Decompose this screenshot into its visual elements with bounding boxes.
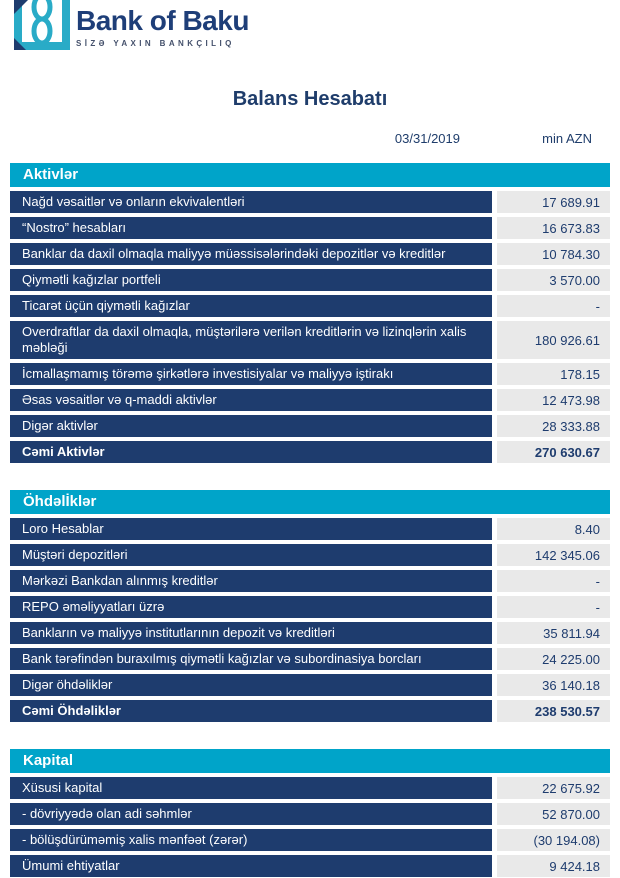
row-value: 270 630.67: [497, 441, 610, 463]
table-row: [10, 777, 610, 799]
row-label: Ümumi ehtiyatlar: [10, 855, 492, 877]
row-label: Cəmi Öhdəliklər: [10, 700, 492, 722]
row-value: -: [497, 596, 610, 618]
row-value: 28 333.88: [497, 415, 610, 437]
table-row: [10, 596, 610, 618]
row-label: “Nostro” hesabları: [10, 217, 492, 239]
report-meta: [0, 131, 620, 147]
table-row: [10, 415, 610, 437]
row-label: Əsas vəsaitlər və q-maddi aktivlər: [10, 389, 492, 411]
table-row: [10, 855, 610, 877]
row-value: 36 140.18: [497, 674, 610, 696]
row-label: Müştəri depozitləri: [10, 544, 492, 566]
row-value: 3 570.00: [497, 269, 610, 291]
row-value: 142 345.06: [497, 544, 610, 566]
row-value: 12 473.98: [497, 389, 610, 411]
row-value: 8.40: [497, 518, 610, 540]
brand-text: [76, 0, 249, 48]
table-row: [10, 648, 610, 670]
row-label: Ticarət üçün qiymətli kağızlar: [10, 295, 492, 317]
row-label: Bankların və maliyyə institutlarının depozit və kreditləri: [10, 622, 492, 644]
table-row: [10, 544, 610, 566]
row-label: İcmallaşmamış törəmə şirkətlərə investisiyalar və maliyyə iştirakı: [10, 363, 492, 385]
row-value: (30 194.08): [497, 829, 610, 851]
page-title: Balans Hesabatı: [232, 88, 388, 110]
row-value: 17 689.91: [497, 191, 610, 213]
row-value: 10 784.30: [497, 243, 610, 265]
table-row: [10, 321, 610, 359]
report-date: 03/31/2019: [394, 131, 460, 146]
brand-tagline: SİZƏ YAXIN BANKÇILIQ: [76, 39, 235, 48]
section-kapital: [10, 749, 610, 877]
table-row: [10, 243, 610, 265]
section-header-ohdelikler: Öhdəlİklər: [10, 490, 610, 514]
row-label: Banklar da daxil olmaqla maliyyə müəssisələrindəki depozitlər və kreditlər: [10, 243, 492, 265]
row-label: Nağd vəsaitlər və onların ekvivalentləri: [10, 191, 492, 213]
row-value: 22 675.92: [497, 777, 610, 799]
row-label: REPO əməliyyatları üzrə: [10, 596, 492, 618]
row-value: 238 530.57: [497, 700, 610, 722]
row-label: Overdraftlar da daxil olmaqla, müştərilərə verilən kreditlərin və lizinqlərin xalis məbləği: [10, 321, 492, 359]
balance-sheet-table: [10, 163, 610, 877]
brand-header: [0, 0, 620, 58]
table-row: [10, 518, 610, 540]
row-label: Digər öhdəliklər: [10, 674, 492, 696]
row-label: - dövriyyədə olan adi səhmlər: [10, 803, 492, 825]
row-value: 180 926.61: [497, 321, 610, 359]
row-value: 52 870.00: [497, 803, 610, 825]
section-aktivler: [10, 163, 610, 463]
row-label: Bank tərəfindən buraxılmış qiymətli kağızlar və subordinasiya borcları: [10, 648, 492, 670]
row-value: 35 811.94: [497, 622, 610, 644]
section-ohdelikler: [10, 490, 610, 722]
table-row: [10, 389, 610, 411]
section-header-aktivler: Aktivlər: [10, 163, 610, 187]
table-row-total: [10, 441, 610, 463]
table-row: [10, 674, 610, 696]
table-row: [10, 191, 610, 213]
row-value: 16 673.83: [497, 217, 610, 239]
table-row: [10, 269, 610, 291]
currency-unit: min AZN: [542, 131, 592, 146]
row-value: -: [497, 570, 610, 592]
row-label: Xüsusi kapital: [10, 777, 492, 799]
table-row-total: [10, 700, 610, 722]
row-label: Loro Hesablar: [10, 518, 492, 540]
brand-name: Bank of Baku: [76, 5, 249, 36]
row-value: 178.15: [497, 363, 610, 385]
row-value: 24 225.00: [497, 648, 610, 670]
table-row: [10, 803, 610, 825]
table-row: [10, 295, 610, 317]
row-label: Digər aktivlər: [10, 415, 492, 437]
row-label: Mərkəzi Bankdan alınmış kreditlər: [10, 570, 492, 592]
table-row: [10, 829, 610, 851]
section-header-kapital: Kapital: [10, 749, 610, 773]
table-row: [10, 570, 610, 592]
table-row: [10, 622, 610, 644]
table-row: [10, 363, 610, 385]
row-label: - bölüşdürüməmiş xalis mənfəət (zərər): [10, 829, 492, 851]
bank-of-baku-logo-icon: [14, 0, 70, 50]
table-row: [10, 217, 610, 239]
row-value: -: [497, 295, 610, 317]
row-label: Qiymətli kağızlar portfeli: [10, 269, 492, 291]
row-label: Cəmi Aktivlər: [10, 441, 492, 463]
row-value: 9 424.18: [497, 855, 610, 877]
